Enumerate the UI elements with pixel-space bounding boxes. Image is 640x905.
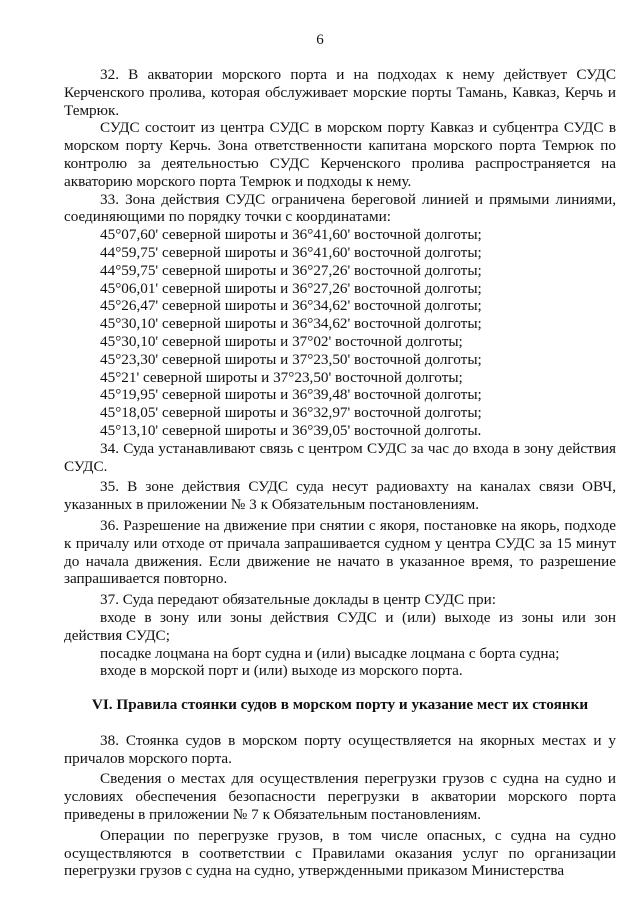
coordinate-list (64, 226, 616, 440)
paragraph-transshipment-places: Сведения о местах для осуществления перегрузки грузов с судна на судно и условиях обеспечения безопасности перегрузки в акватории морского порта приведены в приложении № 7 к Обязательным постановлениям. (64, 770, 616, 824)
coordinate-item: 45°19,95' северной широты и 36°39,48' восточной долготы; (100, 386, 482, 404)
section-heading: VI. Правила стоянки судов в морском порту и указание мест их стоянки (91, 696, 589, 714)
coordinate-item: 45°18,05' северной широты и 36°32,97' восточной долготы; (100, 404, 482, 422)
coordinate-item: 45°13,10' северной широты и 36°39,05' восточной долготы. (100, 421, 482, 439)
paragraph-vts-composition: СУДС состоит из центра СУДС в морском порту Кавказ и субцентра СУДС в морском порту Керчь. Зона ответственности капитана морского порта Темрюк по контролю за деятельностью СУДС Керченского пролива распространяется на акваторию морского порта Темрюк и подходы к нему. (64, 119, 616, 190)
coordinate-item: 45°21' северной широты и 37°23,50' восточной долготы; (100, 368, 463, 386)
coordinate-item: 44°59,75' северной широты и 36°41,60' восточной долготы; (100, 243, 482, 261)
coordinate-item: 45°23,30' северной широты и 37°23,50' восточной долготы; (100, 350, 482, 368)
paragraph-transshipment-operations: Операции по перегрузке грузов, в том числе опасных, с судна на судно осуществляются в соответствии с Правилами оказания услуг по организации перегрузки грузов с судна на судно, утвержденными приказом Министерства (64, 826, 616, 880)
coordinate-item: 45°30,10' северной широты и 37°02' восточной долготы; (100, 332, 463, 350)
paragraph-34: 34. Суда устанавливают связь с центром СУДС за час до входа в зону действия СУДС. (64, 439, 616, 475)
coordinate-item: 45°30,10' северной широты и 36°34,62' восточной долготы; (100, 315, 482, 333)
report-item: посадке лоцмана на борт судна и (или) высадке лоцмана с борта судна; (100, 644, 560, 662)
paragraph-37: 37. Суда передают обязательные доклады в центр СУДС при: (100, 591, 496, 609)
coordinate-item: 45°07,60' северной широты и 36°41,60' восточной долготы; (100, 226, 482, 244)
coordinate-item: 45°26,47' северной широты и 36°34,62' восточной долготы; (100, 297, 482, 315)
report-list (64, 609, 616, 680)
report-item: входе в зону или зоны действия СУДС и (или) выходе из зоны или зон действия СУДС; (64, 608, 616, 644)
paragraph-32: 32. В акватории морского порта и на подходах к нему действует СУДС Керченского пролива, которая обслуживает морские порты Тамань, Кавказ, Керчь и Темрюк. (64, 66, 616, 119)
document-body (64, 66, 616, 880)
coordinate-item: 44°59,75' северной широты и 36°27,26' восточной долготы; (100, 261, 482, 279)
page-number: 6 (316, 32, 324, 48)
paragraph-35: 35. В зоне действия СУДС суда несут радиовахту на каналах связи ОВЧ, указанных в приложении № 3 к Обязательным постановлениям. (64, 478, 616, 514)
report-item: входе в морской порт и (или) выходе из морского порта. (100, 662, 463, 680)
paragraph-33: 33. Зона действия СУДС ограничена береговой линией и прямыми линиями, соединяющими по порядку точки с координатами: (64, 190, 616, 226)
paragraph-38: 38. Стоянка судов в морском порту осуществляется на якорных местах и у причалов морского порта. (64, 731, 616, 767)
paragraph-36: 36. Разрешение на движение при снятии с якоря, постановке на якорь, подходе к причалу или отходе от причала запрашивается судном у центра СУДС за 15 минут до начала движения. Если движение не начато в указанное время, то разрешение запрашивается повторно. (64, 516, 616, 588)
coordinate-item: 45°06,01' северной широты и 36°27,26' восточной долготы; (100, 279, 482, 297)
